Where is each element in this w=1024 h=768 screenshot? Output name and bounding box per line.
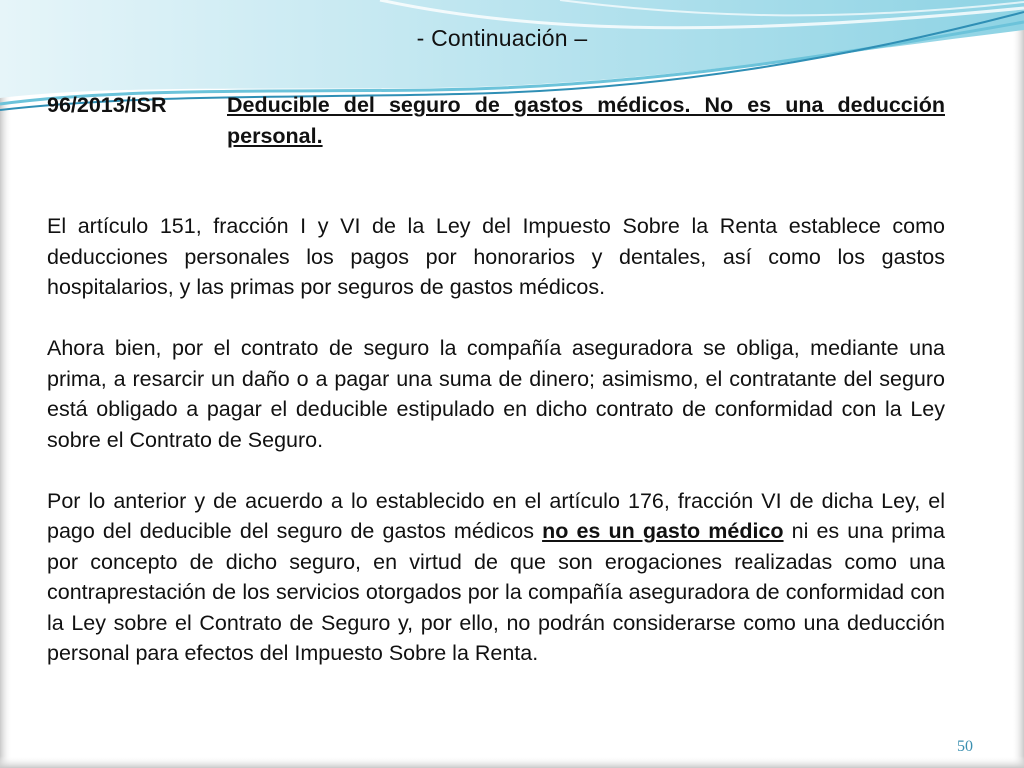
paragraph-2: Ahora bien, por el contrato de seguro la compañía aseguradora se obliga, mediante una prima, a resarcir un daño o a pagar una suma de dinero; asimismo, el contratante del seguro está obligado a pagar el deducible estipulado en dicho contrato de conformidad con la Ley sobre el Contrato de Seguro. — [47, 336, 945, 452]
paragraph-3 — [47, 486, 945, 669]
page-number: 50 — [957, 738, 973, 755]
paragraph-3-emphasis: no es un gasto médico — [542, 519, 784, 543]
paragraph-3-intro: Por lo anterior y de acuerdo a lo establecido en el artículo 176, fracción VI de dicha Ley, el pago del deducible del seguro de gastos médicos — [47, 488, 945, 543]
paragraph-3-rest: ni es una prima por concepto de dicho seguro, en virtud de que son erogaciones realizadas como una contraprestación de los servicios otorgados por la compañía aseguradora de conformidad con la Ley sobre el Contrato de Seguro y, por ello, no podrán considerarse como una deducción personal para efectos del Impuesto Sobre la Renta. — [47, 519, 946, 665]
body-text — [47, 211, 945, 669]
slide-subtitle — [0, 25, 1024, 52]
criterion-code: 96/2013/ISR — [47, 93, 167, 117]
subtitle-text: - Continuación – — [416, 25, 588, 51]
paragraph-1: El artículo 151, fracción I y VI de la Ley del Impuesto Sobre la Renta establece como deducciones personales los pagos por honorarios y dentales, así como los gastos hospitalarios, y las primas por seguros de gastos médicos. — [47, 214, 945, 299]
criterion-title: Deducible del seguro de gastos médicos. No es una deducción personal. — [227, 93, 945, 148]
